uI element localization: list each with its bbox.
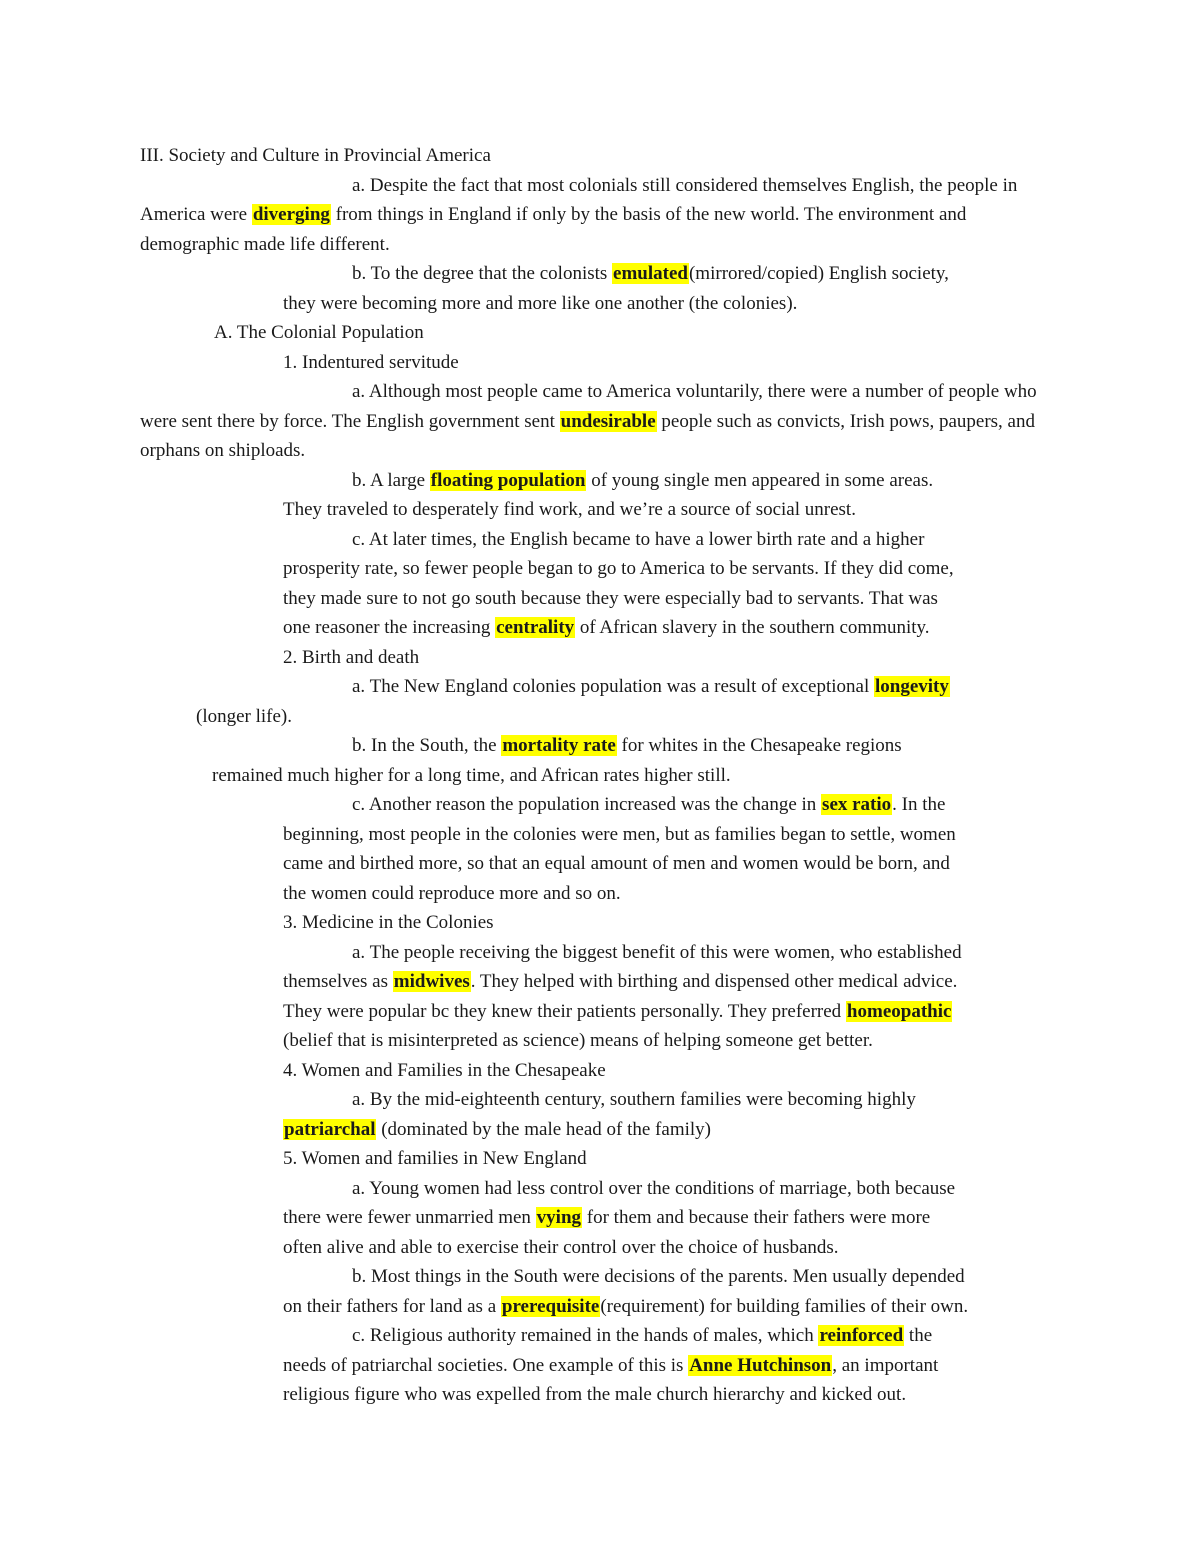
text-run: a. Although most people came to America voluntarily, there were a number of people who were sent there by force. The English government sent [140,381,1037,432]
highlight-term: midwives [393,971,470,992]
text-line [140,613,1060,643]
text-run: needs of patriarchal societies. One example of this is [283,1354,689,1376]
s1-point-a [140,377,1060,466]
highlight-term: longevity [875,676,949,697]
text-line: they were becoming more and more like one another (the colonies). [283,292,798,314]
highlight-term: sex ratio [822,794,892,815]
text-line [140,790,1060,820]
text-run: there were fewer unmarried men [283,1207,536,1228]
text-run: from things in England if only by the basis of the new world. The environment and demographic made life different. [140,204,967,255]
text-line [140,1351,1060,1381]
text-run: , an important [832,1354,939,1376]
s1-point-b [140,466,1060,525]
subsection-title-2: 2. Birth and death [283,646,420,668]
text-line: often alive and able to exercise their control over the choice of husbands. [283,1236,839,1258]
text-run: people such as convicts, Irish pows, paupers, and orphans on shiploads. [140,410,1035,461]
text-line: a. The people receiving the biggest benefit of this were women, who established [352,941,962,963]
text-line [140,1203,1060,1233]
highlight-term: undesirable [560,410,656,432]
text-run: for whites in the Chesapeake regions [616,735,902,756]
highlight-term: floating population [430,469,586,491]
section-heading-a: A. The Colonial Population [214,322,424,343]
highlight-term: emulated [613,263,688,284]
text-line: beginning, most people in the colonies were men, but as families began to settle, women [283,823,956,845]
text-run: . They helped with birthing and dispensed other medical advice. [470,971,958,992]
s2-point-b [140,731,1060,790]
text-run: b. To the degree that the colonists [352,263,613,284]
s2-point-c [140,790,1060,908]
text-run: c. Another reason the population increased was the change in [352,794,822,815]
text-run: c. Religious authority remained in the hands of males, which [352,1325,819,1346]
subsection-title-3: 3. Medicine in the Colonies [283,912,494,933]
s3-point-a [140,938,1060,1056]
s5-point-b [140,1262,1060,1321]
intro-point-a [140,171,1060,260]
text-run: b. A large [352,469,430,491]
highlight-term: diverging [252,204,330,225]
page-heading: III. Society and Culture in Provincial America [140,145,491,166]
text-line [140,259,1060,289]
highlight-term: homeopathic [846,1000,952,1022]
text-line [140,1115,1060,1145]
highlight-term: centrality [496,617,575,638]
text-line [140,672,1060,702]
text-run: of young single men appeared in some areas. [586,469,934,491]
text-run: themselves as [283,971,393,992]
s2-point-a [140,672,1060,731]
text-line [140,1321,1060,1351]
highlight-term: reinforced [819,1325,904,1346]
text-line: prosperity rate, so fewer people began to go to America to be servants. If they did come, [283,558,954,579]
subsection-title-5: 5. Women and families in New England [283,1148,587,1169]
text-line: they made sure to not go south because they were especially bad to servants. That was [283,587,938,609]
text-line: c. At later times, the English became to have a lower birth rate and a higher [352,528,925,550]
text-line: came and birthed more, so that an equal amount of men and women would be born, and [283,853,950,874]
subsection-title-4: 4. Women and Families in the Chesapeake [283,1059,606,1081]
text-line [140,997,1060,1027]
s5-point-a [140,1174,1060,1263]
text-run: (mirrored/copied) English society, [688,263,949,284]
highlight-term: vying [536,1207,582,1228]
text-run: They were popular bc they knew their patients personally. They preferred [283,1000,846,1022]
text-line [140,967,1060,997]
s5-point-c [140,1321,1060,1410]
highlight-term: prerequisite [501,1295,600,1317]
intro-point-b [140,259,1060,318]
text-line: b. Most things in the South were decisions of the parents. Men usually depended [352,1266,965,1287]
text-run: the [904,1325,933,1346]
text-line: the women could reproduce more and so on. [283,882,621,904]
s4-point-a [140,1085,1060,1144]
text-line: a. Young women had less control over the conditions of marriage, both because [352,1177,956,1199]
highlight-term: patriarchal [284,1118,376,1140]
text-line: a. By the mid-eighteenth century, southern families were becoming highly [352,1089,916,1110]
text-run: (requirement) for building families of their own. [600,1295,969,1317]
text-line: religious figure who was expelled from the male church hierarchy and kicked out. [283,1384,907,1405]
text-run: a. The New England colonies population was a result of exceptional [352,676,874,697]
text-run: . In the [892,794,946,815]
text-run: (dominated by the male head of the family) [376,1118,711,1140]
text-line [140,731,1060,761]
text-run: on their fathers for land as a [283,1295,501,1317]
text-line [140,1292,1060,1322]
text-run: of African slavery in the southern community. [575,617,930,638]
text-line [140,466,1060,496]
text-run: a. Despite the fact that most colonials still considered themselves English, the people in America were [140,174,1018,225]
text-line: They traveled to desperately find work, and we’re a source of social unrest. [283,499,856,520]
text-line: (longer life). [196,705,293,727]
subsection-title-1: 1. Indentured servitude [283,351,459,373]
s1-point-c [140,525,1060,643]
text-run: b. In the South, the [352,735,502,756]
text-run: for them and because their fathers were more [582,1207,931,1228]
text-line: (belief that is misinterpreted as science) means of helping someone get better. [283,1030,873,1051]
text-run: one reasoner the increasing [283,617,496,638]
text-line: remained much higher for a long time, and African rates higher still. [212,764,731,786]
highlight-term: Anne Hutchinson [689,1354,832,1376]
highlight-term: mortality rate [502,735,616,756]
document-body [140,141,1060,1410]
